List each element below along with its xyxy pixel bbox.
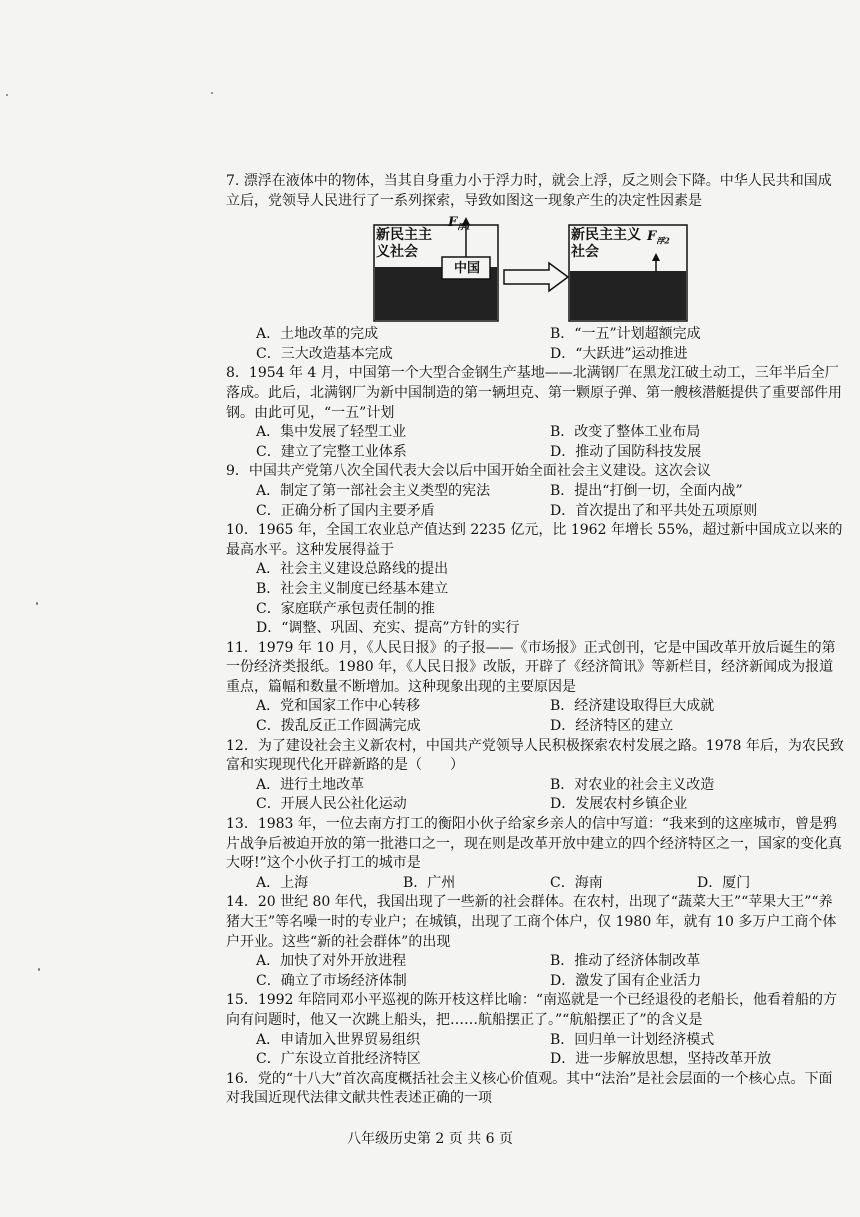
option-list	[226, 325, 844, 364]
option-c[interactable]: C．确立了市场经济体制	[256, 972, 407, 989]
question-stem: 12．为了建设社会主义新农村，中国共产党领导人民积极探索农村发展之路。1978 年后，为农民致富和实现现代化开辟新路的是（ ）	[226, 737, 844, 774]
scan-speck	[36, 602, 38, 605]
option-list	[226, 560, 844, 638]
option-list	[226, 952, 844, 991]
option-d[interactable]: D．激发了国有企业活力	[550, 972, 702, 989]
option-b[interactable]: B．“一五”计划超额完成	[550, 326, 701, 343]
question-stem: 9．中国共产党第八次全国代表大会以后中国开始全面社会主义建设。这次会议	[226, 463, 711, 480]
question-stem: 7. 漂浮在液体中的物体，当其自身重力小于浮力时，就会上浮，反之则会下降。中华人民共和国成立后，党领导人民进行了一系列探索，导致如图这一现象产生的决定性因素是	[226, 173, 832, 209]
option-b[interactable]: B．对农业的社会主义改造	[550, 776, 715, 793]
option-c[interactable]: C．海南	[550, 874, 603, 891]
option-a[interactable]: A．党和国家工作中心转移	[256, 698, 421, 715]
option-d[interactable]: D．厦门	[697, 874, 751, 891]
question-12	[226, 737, 844, 815]
question-8	[226, 364, 844, 462]
option-d[interactable]: D．首次提出了和平共处五项原则	[550, 502, 758, 519]
option-c[interactable]: C．三大改造基本完成	[256, 345, 393, 362]
option-list	[226, 697, 844, 736]
buoyancy-diagram-svg	[226, 215, 844, 323]
question-13	[226, 815, 844, 893]
option-c[interactable]: C．正确分析了国内主要矛盾	[256, 502, 435, 519]
option-b[interactable]: B．社会主义制度已经基本建立	[256, 580, 449, 597]
question-stem: 15．1992 年陪同邓小平巡视的陈开枝这样比喻：“南巡就是一个已经退役的老船长，他看着船的方向有问题时，他又一次跳上船头，把……航船摆正了。”“航船摆正了”的含义是	[226, 992, 838, 1028]
question-list	[226, 172, 844, 1109]
option-d[interactable]: D．“大跃进”运动推进	[550, 345, 688, 362]
option-a[interactable]: A．进行土地改革	[256, 776, 365, 793]
question-14	[226, 893, 844, 991]
scan-speck	[211, 92, 213, 94]
option-b[interactable]: B．推动了经济体制改革	[550, 953, 701, 970]
question-stem: 13．1983 年，一位去南方打工的衡阳小伙子给家乡亲人的信中写道：“我来到的这座城市，曾是鸦片战争后被迫开放的第一批港口之一，现在则是改革开放中建立的四个经济特区之一，国家的变化真大呀!”这个小伙子打工的城市是	[226, 816, 842, 872]
right-society-label: 新民主主义社会	[571, 227, 641, 261]
option-a[interactable]: A．上海	[256, 874, 309, 891]
option-a[interactable]: A．加快了对外开放进程	[256, 953, 407, 970]
scan-speck	[6, 94, 8, 96]
option-a[interactable]: A．制定了第一部社会主义类型的宪法	[256, 482, 491, 499]
option-c[interactable]: C．拨乱反正工作圆满完成	[256, 718, 421, 735]
question-stem: 16．党的“十八大”首次高度概括社会主义核心价值观。其中“法治”是社会层面的一个核心点。下面对我国近现代法律文献共性表述正确的一项	[226, 1070, 833, 1107]
option-d[interactable]: D．发展农村乡镇企业	[550, 796, 688, 813]
option-a[interactable]: A．集中发展了轻型工业	[256, 424, 407, 441]
left-society-label: 新民主主义社会	[376, 227, 432, 261]
option-list	[226, 874, 844, 894]
option-a[interactable]: A．土地改革的完成	[256, 326, 379, 343]
question-9	[226, 462, 844, 521]
left-force-label: $F_{浮1}$	[448, 215, 471, 232]
option-c[interactable]: C．广东设立首批经济特区	[256, 1051, 421, 1068]
option-a[interactable]: A．申请加入世界贸易组织	[256, 1031, 421, 1048]
option-b[interactable]: B．提出“打倒一切，全面内战”	[550, 482, 743, 499]
scan-speck	[38, 968, 40, 971]
buoyancy-diagram	[226, 215, 844, 323]
question-stem: 11．1979 年 10 月，《人民日报》的子报——《市场报》正式创刊，它是中国改革开放后诞生的第一份经济类报纸。1980 年，《人民日报》改版，开辟了《经济简讯》等新栏目，经济新闻成为报道重点，篇幅和数量不断增加。这种现象出现的主要原因是	[226, 639, 836, 695]
question-stem: 10．1965 年，全国工农业总产值达到 2235 亿元，比 1962 年增长 55%，超过新中国成立以来的最高水平。这种发展得益于	[226, 522, 843, 558]
page-footer: 八年级历史第 2 页 共 6 页	[346, 1131, 514, 1147]
option-list	[226, 1031, 844, 1070]
option-c[interactable]: C．开展人民公社化运动	[256, 796, 407, 813]
option-d[interactable]: D．推动了国防科技发展	[550, 443, 702, 460]
option-d[interactable]: D．进一步解放思想，坚持改革开放	[550, 1051, 772, 1068]
option-list	[226, 482, 844, 521]
option-d[interactable]: D．经济特区的建立	[550, 718, 674, 735]
option-b[interactable]: B．改变了整体工业布局	[550, 424, 701, 441]
option-c[interactable]: C．建立了完整工业体系	[256, 443, 407, 460]
question-11	[226, 639, 844, 737]
option-list	[226, 776, 844, 815]
question-10	[226, 521, 844, 639]
option-b[interactable]: B．经济建设取得巨大成就	[550, 698, 715, 715]
question-stem: 14．20 世纪 80 年代，我国出现了一些新的社会群体。在农村，出现了“蔬菜大王”“苹果大王”“养猪大王”等名噪一时的专业户；在城镇，出现了工商个体户，仅 1980 年，就有 10 多万户工商个体户开业。这些“新的社会群体”的出现	[226, 894, 837, 950]
option-b[interactable]: B．广州	[403, 874, 456, 891]
question-16	[226, 1070, 844, 1109]
question-stem: 8．1954 年 4 月，中国第一个大型合金钢生产基地——北满钢厂在黑龙江破土动工，三年半后全厂落成。此后，北满钢厂为新中国制造的第一辆坦克、第一颗原子弹、第一艘核潜艇提供了重要部件用钢。由此可见，“一五”计划	[226, 365, 842, 421]
option-d[interactable]: D．“调整、巩固、充实、提高”方针的实行	[256, 620, 520, 637]
option-a[interactable]: A．社会主义建设总路线的提出	[256, 561, 449, 578]
option-list	[226, 423, 844, 462]
option-b[interactable]: B．回归单一计划经济模式	[550, 1031, 715, 1048]
option-c[interactable]: C．家庭联产承包责任制的推	[256, 600, 435, 617]
question-7	[226, 172, 844, 364]
question-15	[226, 991, 844, 1069]
left-object-label: 中国	[454, 261, 481, 277]
right-force-label: $F_{浮2}$	[647, 229, 670, 246]
